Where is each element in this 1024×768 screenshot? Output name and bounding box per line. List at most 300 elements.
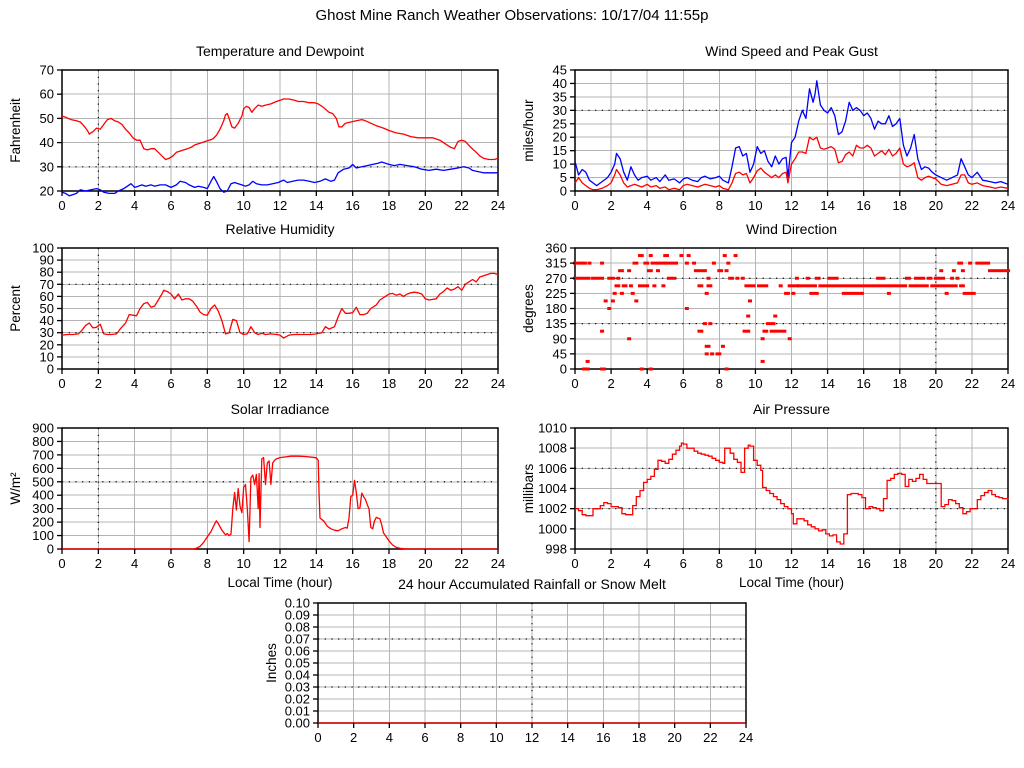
y-axis-label: degrees — [521, 284, 536, 333]
wind-direction-marker — [600, 262, 604, 265]
wind-direction-marker — [705, 352, 709, 355]
wind-direction-marker — [591, 277, 604, 280]
wind-direction-marker — [809, 292, 818, 295]
x-tick-label: 12 — [784, 198, 799, 213]
x-tick-label: 8 — [203, 198, 211, 213]
y-tick-label: 90 — [552, 331, 567, 347]
y-tick-label: 70 — [39, 62, 54, 78]
wind-direction-marker — [762, 330, 768, 333]
wind-direction-marker — [726, 262, 730, 265]
wind-direction-marker — [697, 330, 703, 333]
chart-pressure — [520, 398, 1022, 594]
x-tick-label: 22 — [454, 376, 469, 391]
x-tick-label: 10 — [236, 376, 251, 391]
wind-direction-marker — [705, 292, 709, 295]
chart-title: Solar Irradiance — [230, 401, 330, 417]
wind-direction-marker — [975, 262, 990, 265]
wind-direction-marker — [961, 269, 965, 272]
x-tick-label: 10 — [489, 730, 504, 745]
x-tick-label: 24 — [1000, 376, 1016, 391]
y-tick-label: 0 — [559, 183, 567, 199]
wind-direction-marker — [957, 262, 963, 265]
y-tick-label: 20 — [39, 183, 54, 199]
x-tick-label: 10 — [748, 556, 763, 571]
x-tick-label: 12 — [784, 556, 799, 571]
x-tick-label: 12 — [272, 198, 288, 213]
x-tick-label: 18 — [381, 376, 397, 391]
wind-direction-marker — [876, 277, 885, 280]
page-title: Ghost Mine Ranch Weather Observations: 10/17/04 11:55p — [315, 7, 709, 24]
y-tick-label: 50 — [39, 110, 54, 126]
y-tick-label: 45 — [552, 62, 567, 78]
wind-direction-marker — [622, 284, 628, 287]
wind-direction-marker — [757, 284, 768, 287]
y-tick-label: 100 — [32, 240, 54, 256]
y-axis-label: Fahrenheit — [8, 98, 23, 163]
x-tick-label: 12 — [272, 556, 288, 571]
wind-direction-marker — [587, 262, 591, 265]
wind-direction-marker — [582, 368, 590, 371]
wind-direction-marker — [743, 330, 751, 333]
pressure-plot — [520, 398, 1022, 594]
x-tick-label: 20 — [667, 730, 682, 745]
chart-solar — [7, 398, 512, 594]
wind-direction-marker — [656, 269, 660, 272]
x-tick-label: 4 — [131, 376, 139, 391]
wind-direction-marker — [952, 284, 958, 287]
wind-direction-marker — [936, 284, 953, 287]
wind-direction-marker — [858, 284, 873, 287]
wind-direction-marker — [728, 277, 734, 280]
y-tick-label: 1008 — [538, 440, 567, 456]
wind-direction-marker — [607, 307, 611, 310]
x-tick-label: 16 — [856, 556, 871, 571]
y-tick-label: 30 — [39, 325, 54, 341]
x-tick-label: 10 — [236, 198, 251, 213]
wind-direction-marker — [640, 368, 644, 371]
y-tick-label: 45 — [552, 346, 567, 362]
x-tick-label: 0 — [58, 198, 66, 213]
wind-direction-marker — [692, 262, 696, 265]
y-tick-label: 10 — [39, 349, 54, 365]
x-tick-label: 22 — [964, 198, 980, 213]
x-tick-label: 6 — [421, 730, 429, 745]
x-tick-label: 16 — [345, 198, 360, 213]
y-tick-label: 100 — [32, 528, 54, 544]
chart-title: Wind Direction — [745, 221, 838, 237]
x-tick-label: 14 — [820, 376, 835, 391]
chart-title: Relative Humidity — [225, 221, 335, 237]
x-tick-label: 18 — [892, 556, 907, 571]
wind-direction-marker — [845, 284, 858, 287]
y-tick-label: 0.05 — [284, 655, 310, 671]
wind-direction-marker — [611, 299, 615, 302]
wind-direction-marker — [703, 322, 707, 325]
wind-direction-marker — [649, 368, 653, 371]
wind-direction-marker — [905, 277, 911, 280]
y-tick-label: 35 — [552, 89, 567, 105]
y-tick-label: 300 — [32, 501, 54, 517]
x-tick-label: 0 — [571, 376, 579, 391]
wind-direction-marker — [872, 284, 878, 287]
wind-direction-marker — [616, 277, 620, 280]
x-tick-label: 16 — [345, 376, 360, 391]
wind-direction-marker — [663, 262, 678, 265]
wind-direction-marker — [746, 315, 750, 318]
x-tick-label: 20 — [928, 556, 944, 571]
chart-wind-direction — [520, 218, 1022, 414]
y-tick-label: 0.08 — [284, 619, 310, 635]
chart-title: 24 hour Accumulated Rainfall or Snow Melt — [398, 576, 666, 592]
wind-direction-marker — [842, 292, 864, 295]
wind-direction-marker — [705, 345, 711, 348]
wind-direction-marker — [963, 292, 976, 295]
y-tick-label: 180 — [545, 301, 567, 316]
y-tick-label: 500 — [32, 474, 54, 490]
y-tick-label: 0.04 — [284, 667, 310, 683]
y-tick-label: 600 — [32, 460, 54, 476]
wind-direction-marker — [914, 277, 925, 280]
y-tick-label: 200 — [32, 514, 54, 530]
y-tick-label: 40 — [552, 75, 567, 91]
y-tick-label: 0.03 — [284, 679, 310, 695]
y-tick-label: 360 — [545, 240, 567, 256]
wind-direction-marker — [808, 284, 817, 287]
x-tick-label: 22 — [454, 556, 469, 571]
wind-direction-marker — [815, 277, 821, 280]
wind-direction-marker — [667, 277, 673, 280]
x-tick-label: 20 — [418, 556, 433, 571]
wind-direction-marker — [638, 254, 644, 257]
x-tick-label: 8 — [715, 556, 723, 571]
y-tick-label: 40 — [39, 135, 54, 151]
wind-direction-marker — [694, 269, 707, 272]
y-tick-label: 25 — [552, 116, 567, 132]
y-tick-label: 0 — [46, 541, 54, 557]
x-tick-label: 24 — [490, 376, 506, 391]
wind-direction-marker — [725, 269, 729, 272]
y-tick-label: 0.00 — [284, 715, 310, 731]
y-tick-label: 0 — [46, 361, 54, 377]
wind-direction-marker — [638, 284, 649, 287]
x-tick-label: 0 — [58, 556, 66, 571]
x-tick-label: 4 — [643, 198, 651, 213]
wind-direction-marker — [647, 269, 653, 272]
y-tick-label: 225 — [545, 285, 567, 301]
x-tick-label: 0 — [571, 556, 579, 571]
x-tick-label: 18 — [631, 730, 647, 745]
y-tick-label: 0.10 — [284, 595, 310, 611]
y-tick-label: 135 — [545, 316, 567, 332]
wind-direction-marker — [633, 262, 639, 265]
x-tick-label: 6 — [679, 198, 687, 213]
wind-direction-marker — [707, 277, 711, 280]
wind-direction-marker — [723, 254, 727, 257]
x-tick-label: 4 — [643, 376, 651, 391]
wind-direction-marker — [721, 345, 725, 348]
x-tick-label: 8 — [203, 556, 211, 571]
wind-direction-marker — [945, 292, 949, 295]
y-tick-label: 40 — [39, 313, 54, 329]
y-tick-label: 5 — [559, 170, 567, 186]
wind-direction-marker — [600, 368, 606, 371]
x-tick-label: 0 — [571, 198, 579, 213]
y-tick-label: 400 — [32, 487, 54, 503]
wind-direction-marker — [573, 277, 591, 280]
y-tick-label: 30 — [552, 102, 567, 118]
x-tick-label: 0 — [314, 730, 322, 745]
wind-direction-marker — [959, 284, 965, 287]
wind-direction-marker — [806, 277, 810, 280]
chart-title: Temperature and Dewpoint — [195, 43, 365, 59]
x-tick-label: 2 — [94, 376, 102, 391]
x-tick-label: 12 — [524, 730, 540, 745]
wind-direction-marker — [679, 254, 683, 257]
x-tick-label: 4 — [131, 556, 139, 571]
y-tick-label: 60 — [39, 288, 54, 304]
y-tick-label: 270 — [545, 270, 567, 286]
x-tick-label: 2 — [350, 730, 358, 745]
x-tick-label: 10 — [236, 556, 251, 571]
wind-direction-marker — [716, 352, 722, 355]
y-tick-label: 0.09 — [284, 607, 310, 623]
x-tick-label: 6 — [679, 556, 687, 571]
y-axis-label: Percent — [8, 285, 23, 332]
wind-direction-marker — [930, 284, 936, 287]
x-tick-label: 8 — [457, 730, 465, 745]
wind-direction-marker — [878, 284, 889, 287]
y-tick-label: 20 — [39, 337, 54, 353]
x-tick-label: 8 — [715, 198, 723, 213]
x-tick-label: 22 — [703, 730, 718, 745]
wind-direction-marker — [614, 284, 620, 287]
y-tick-label: 0.06 — [284, 643, 310, 659]
y-axis-label: Inches — [264, 643, 279, 683]
y-tick-label: 0 — [559, 361, 567, 377]
wind-direction-marker — [741, 277, 745, 280]
wind-direction-marker — [629, 284, 633, 287]
x-tick-label: 0 — [58, 376, 66, 391]
solar-plot — [7, 398, 512, 594]
y-tick-label: 20 — [552, 129, 567, 145]
y-tick-label: 1010 — [538, 420, 567, 436]
x-tick-label: 20 — [928, 198, 944, 213]
wind-direction-marker — [761, 360, 765, 363]
wind-direction-marker — [618, 269, 624, 272]
wind-direction-marker — [607, 277, 615, 280]
x-tick-label: 8 — [715, 376, 723, 391]
wind-direction-marker — [761, 337, 765, 340]
wind-direction-marker — [735, 277, 739, 280]
y-tick-label: 1000 — [538, 521, 567, 537]
x-tick-label: 12 — [272, 376, 288, 391]
x-axis-label: Local Time (hour) — [738, 575, 845, 590]
x-tick-label: 14 — [309, 376, 324, 391]
wind-direction-marker — [903, 284, 907, 287]
wind-direction-marker — [939, 269, 943, 272]
wind-direction-marker — [685, 307, 689, 310]
x-tick-label: 2 — [94, 198, 102, 213]
y-tick-label: 800 — [32, 433, 54, 449]
x-tick-label: 12 — [784, 376, 799, 391]
wind-direction-marker — [663, 254, 669, 257]
x-tick-label: 14 — [309, 556, 324, 571]
chart-title: Air Pressure — [752, 401, 831, 417]
wind-direction-marker — [708, 322, 712, 325]
chart-title: Wind Speed and Peak Gust — [705, 43, 878, 59]
chart-temperature — [7, 40, 512, 236]
wind-direction-marker — [710, 352, 714, 355]
wind-direction-marker — [934, 277, 945, 280]
wind-direction-marker — [672, 277, 676, 280]
wind-direction-marker — [889, 284, 895, 287]
x-tick-label: 14 — [820, 556, 835, 571]
x-tick-label: 6 — [167, 376, 175, 391]
y-tick-label: 998 — [545, 541, 567, 557]
x-tick-label: 2 — [607, 556, 615, 571]
x-tick-label: 18 — [892, 376, 907, 391]
x-tick-label: 24 — [1000, 556, 1016, 571]
x-tick-label: 10 — [748, 376, 763, 391]
x-tick-label: 14 — [560, 730, 575, 745]
wind-direction-marker — [649, 254, 653, 257]
y-tick-label: 900 — [32, 420, 54, 436]
y-tick-label: 700 — [32, 447, 54, 463]
wind-direction-marker — [887, 292, 891, 295]
wind-direction-marker — [661, 284, 665, 287]
x-tick-label: 4 — [643, 556, 651, 571]
wind-direction-marker — [771, 322, 775, 325]
rainfall-plot — [263, 573, 760, 768]
wind-direction-marker — [744, 284, 755, 287]
x-tick-label: 22 — [454, 198, 469, 213]
x-tick-label: 24 — [1000, 198, 1016, 213]
y-axis-label: millibars — [521, 463, 536, 514]
wind-direction-marker — [627, 269, 631, 272]
x-tick-label: 22 — [964, 556, 980, 571]
x-tick-label: 16 — [345, 556, 360, 571]
x-tick-label: 6 — [167, 198, 175, 213]
x-tick-label: 24 — [490, 198, 506, 213]
y-tick-label: 1002 — [538, 501, 567, 517]
wind-direction-marker — [916, 284, 929, 287]
wind-direction-marker — [988, 269, 1010, 272]
wind-direction-marker — [779, 284, 783, 287]
wind-direction-marker — [604, 299, 608, 302]
wind-direction-marker — [788, 337, 792, 340]
y-tick-label: 1006 — [538, 460, 567, 476]
wind-direction-marker — [748, 299, 752, 302]
x-tick-label: 4 — [385, 730, 393, 745]
y-tick-label: 10 — [552, 156, 567, 172]
wind-direction-marker — [734, 254, 738, 257]
x-tick-label: 18 — [381, 556, 397, 571]
wind-direction-marker — [627, 337, 631, 340]
wind-direction-marker — [955, 277, 959, 280]
y-tick-label: 0.07 — [284, 631, 310, 647]
wind-direction-marker — [652, 284, 656, 287]
wind-direction-marker — [797, 284, 808, 287]
x-axis-label: Local Time (hour) — [227, 575, 333, 590]
x-tick-label: 8 — [203, 376, 211, 391]
humidity-plot — [7, 218, 512, 414]
wind-direction-marker — [600, 330, 604, 333]
x-tick-label: 24 — [490, 556, 506, 571]
y-tick-label: 80 — [39, 264, 54, 280]
y-tick-label: 30 — [39, 159, 54, 175]
wind-direction-marker — [685, 262, 689, 265]
wind-direction-marker — [586, 360, 590, 363]
y-tick-label: 0.01 — [284, 703, 310, 719]
wind-direction-marker — [582, 262, 587, 265]
x-tick-label: 10 — [748, 198, 763, 213]
wind-direction-marker — [725, 368, 729, 371]
wind-direction-marker — [687, 254, 691, 257]
y-tick-label: 1004 — [538, 481, 567, 496]
wind-direction-marker — [927, 277, 933, 280]
wind-direction-marker — [620, 292, 624, 295]
y-tick-label: 0.02 — [284, 691, 310, 707]
wind-direction-marker — [773, 315, 777, 318]
x-tick-label: 2 — [94, 556, 102, 571]
wind-direction-marker — [909, 284, 917, 287]
x-tick-label: 16 — [596, 730, 611, 745]
chart-wind-speed — [520, 40, 1022, 236]
wind-direction-marker — [791, 292, 795, 295]
y-tick-label: 15 — [552, 143, 567, 159]
x-tick-label: 6 — [679, 376, 687, 391]
wind-direction-plot — [520, 218, 1022, 414]
wind-direction-marker — [770, 330, 787, 333]
y-tick-label: 50 — [39, 301, 54, 316]
x-tick-label: 22 — [964, 376, 980, 391]
x-tick-label: 16 — [856, 376, 871, 391]
wind-direction-marker — [634, 299, 638, 302]
wind-direction-marker — [712, 262, 716, 265]
x-tick-label: 18 — [381, 198, 397, 213]
wind-direction-marker — [717, 269, 723, 272]
wind-direction-marker — [952, 269, 956, 272]
y-tick-label: 60 — [39, 86, 54, 102]
wind-direction-marker — [829, 284, 846, 287]
x-tick-label: 14 — [309, 198, 324, 213]
y-tick-label: 315 — [545, 255, 567, 271]
wind-direction-marker — [894, 284, 903, 287]
wind-direction-marker — [697, 284, 703, 287]
chart-humidity — [7, 218, 512, 414]
wind-direction-marker — [968, 262, 972, 265]
x-tick-label: 16 — [856, 198, 871, 213]
y-axis-label: miles/hour — [521, 99, 536, 162]
wind-direction-marker — [827, 277, 838, 280]
wind-direction-marker — [795, 277, 799, 280]
wind-direction-marker — [818, 284, 829, 287]
y-axis-label: W/m² — [8, 472, 23, 505]
wind-direction-marker — [707, 284, 713, 287]
x-tick-label: 20 — [928, 376, 944, 391]
wind-speed-plot — [520, 40, 1022, 236]
wind-direction-marker — [613, 292, 617, 295]
x-tick-label: 2 — [607, 198, 615, 213]
x-tick-label: 24 — [738, 730, 754, 745]
wind-direction-marker — [784, 292, 790, 295]
x-tick-label: 2 — [607, 376, 615, 391]
wind-direction-marker — [631, 292, 635, 295]
y-tick-label: 90 — [39, 252, 54, 268]
y-tick-label: 70 — [39, 276, 54, 292]
x-tick-label: 20 — [418, 376, 433, 391]
chart-rainfall — [263, 573, 760, 768]
